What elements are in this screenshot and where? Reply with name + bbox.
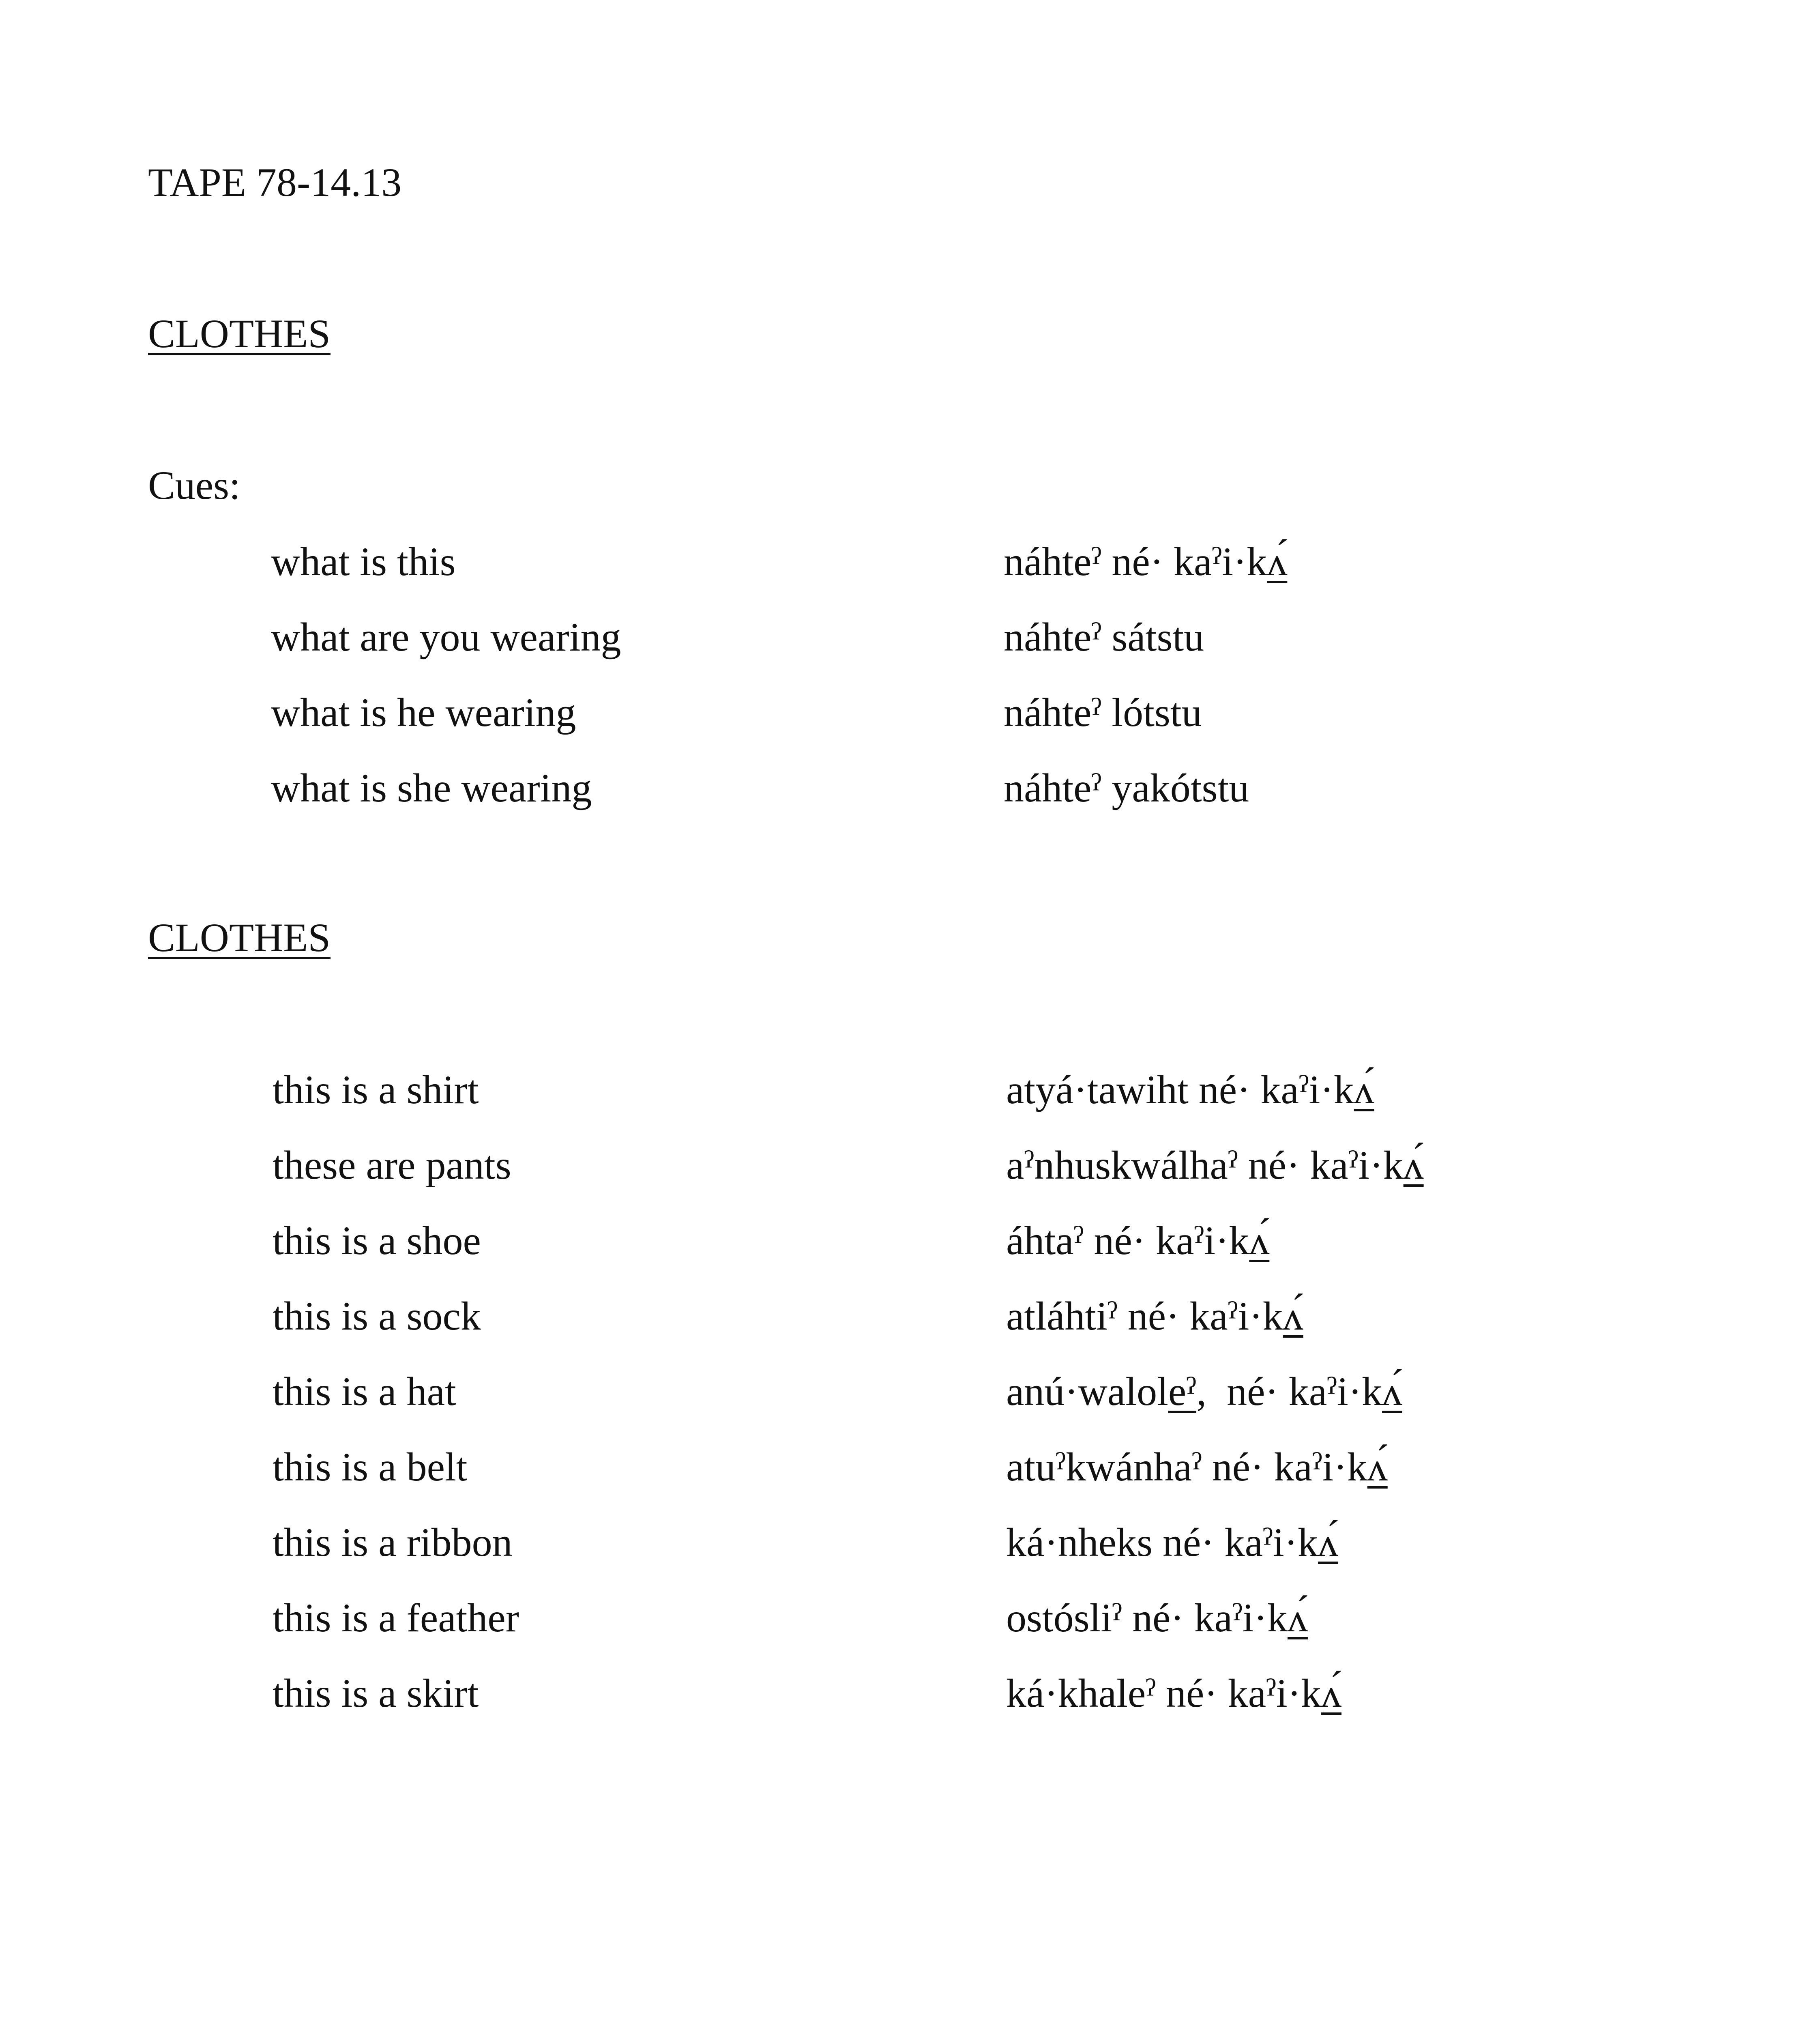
vocab-mohawk-1 [1006, 1067, 1374, 1112]
vocab-mohawk-2 [1006, 1145, 1424, 1186]
section-title-clothes-1: CLOTHES [148, 311, 331, 356]
cue-mohawk-1-text: náhteˀ né· kaˀi·k [1004, 539, 1267, 584]
vocab-mohawk-1-text: atyá·tawiht né· kaˀi·k [1006, 1067, 1354, 1112]
vocab-mohawk-7 [1006, 1522, 1338, 1563]
vocab-mohawk-5-underlined: eˀ [1168, 1369, 1197, 1414]
tape-label: TAPE 78-14.13 [148, 160, 402, 205]
vocab-mohawk-9 [1006, 1673, 1341, 1714]
vocab-mohawk-2-underlined: ʌ́ [1403, 1143, 1424, 1188]
cue-english-2: what are you wearing [271, 614, 621, 660]
vocab-mohawk-5-rest: , né· kaˀi·kʌ́ [1196, 1369, 1403, 1414]
vocab-mohawk-6-underlined: ʌ́ [1367, 1444, 1388, 1489]
cue-mohawk-3: náhteˀ lótstu [1004, 690, 1202, 735]
vocab-mohawk-3-underlined: ʌ́ [1249, 1218, 1270, 1263]
cues-label: Cues: [148, 463, 240, 508]
vocab-english-6: this is a belt [273, 1444, 468, 1489]
vocab-mohawk-7-underlined: ʌ́ [1318, 1520, 1338, 1565]
cue-english-1: what is this [271, 539, 456, 584]
vocab-english-9: this is a skirt [273, 1671, 479, 1716]
vocab-english-7: this is a ribbon [273, 1520, 513, 1565]
vocab-mohawk-4-underlined: ʌ́ [1283, 1293, 1303, 1338]
vocab-english-1: this is a shirt [273, 1067, 479, 1112]
vocab-mohawk-8 [1006, 1595, 1308, 1640]
vocab-mohawk-3 [1006, 1220, 1269, 1261]
vocab-english-8: this is a feather [273, 1595, 519, 1640]
cue-mohawk-4: náhteˀ yakótstu [1004, 765, 1249, 810]
vocab-english-3: this is a shoe [273, 1218, 481, 1263]
cue-mohawk-2: náhteˀ sátstu [1004, 614, 1204, 660]
vocab-mohawk-1-underlined: ʌ́ [1354, 1067, 1374, 1112]
vocab-mohawk-2-text: aˀnhuskwálhaˀ né· kaˀi·k [1006, 1143, 1404, 1188]
vocab-english-5: this is a hat [273, 1369, 456, 1414]
vocab-english-2: these are pants [273, 1143, 511, 1188]
vocab-mohawk-9-text: ká·khaleˀ né· kaˀi·k [1006, 1671, 1322, 1716]
vocab-mohawk-5 [1006, 1371, 1402, 1412]
vocab-mohawk-7-text: ká·nheks né· kaˀi·k [1006, 1520, 1318, 1565]
vocab-mohawk-6 [1006, 1444, 1388, 1489]
cue-mohawk-1-underlined: ʌ́ [1267, 539, 1288, 584]
cue-mohawk-1 [1004, 541, 1287, 582]
vocab-mohawk-8-underlined: ʌ́ [1287, 1595, 1308, 1640]
vocab-english-4: this is a sock [273, 1293, 481, 1338]
vocab-mohawk-4 [1006, 1293, 1303, 1338]
cue-english-3: what is he wearing [271, 690, 576, 735]
vocab-mohawk-4-text: atláhtiˀ né· kaˀi·k [1006, 1293, 1283, 1338]
vocab-mohawk-5-text: anú·walol [1006, 1369, 1168, 1414]
cue-english-4: what is she wearing [271, 765, 592, 810]
vocab-mohawk-6-text: atuˀkwánhaˀ né· kaˀi·k [1006, 1444, 1367, 1489]
vocab-mohawk-9-underlined: ʌ́ [1321, 1671, 1342, 1716]
section-title-clothes-2: CLOTHES [148, 915, 331, 960]
vocab-mohawk-8-text: ostósliˀ né· kaˀi·k [1006, 1595, 1288, 1640]
vocab-mohawk-3-text: áhtaˀ né· kaˀi·k [1006, 1218, 1249, 1263]
